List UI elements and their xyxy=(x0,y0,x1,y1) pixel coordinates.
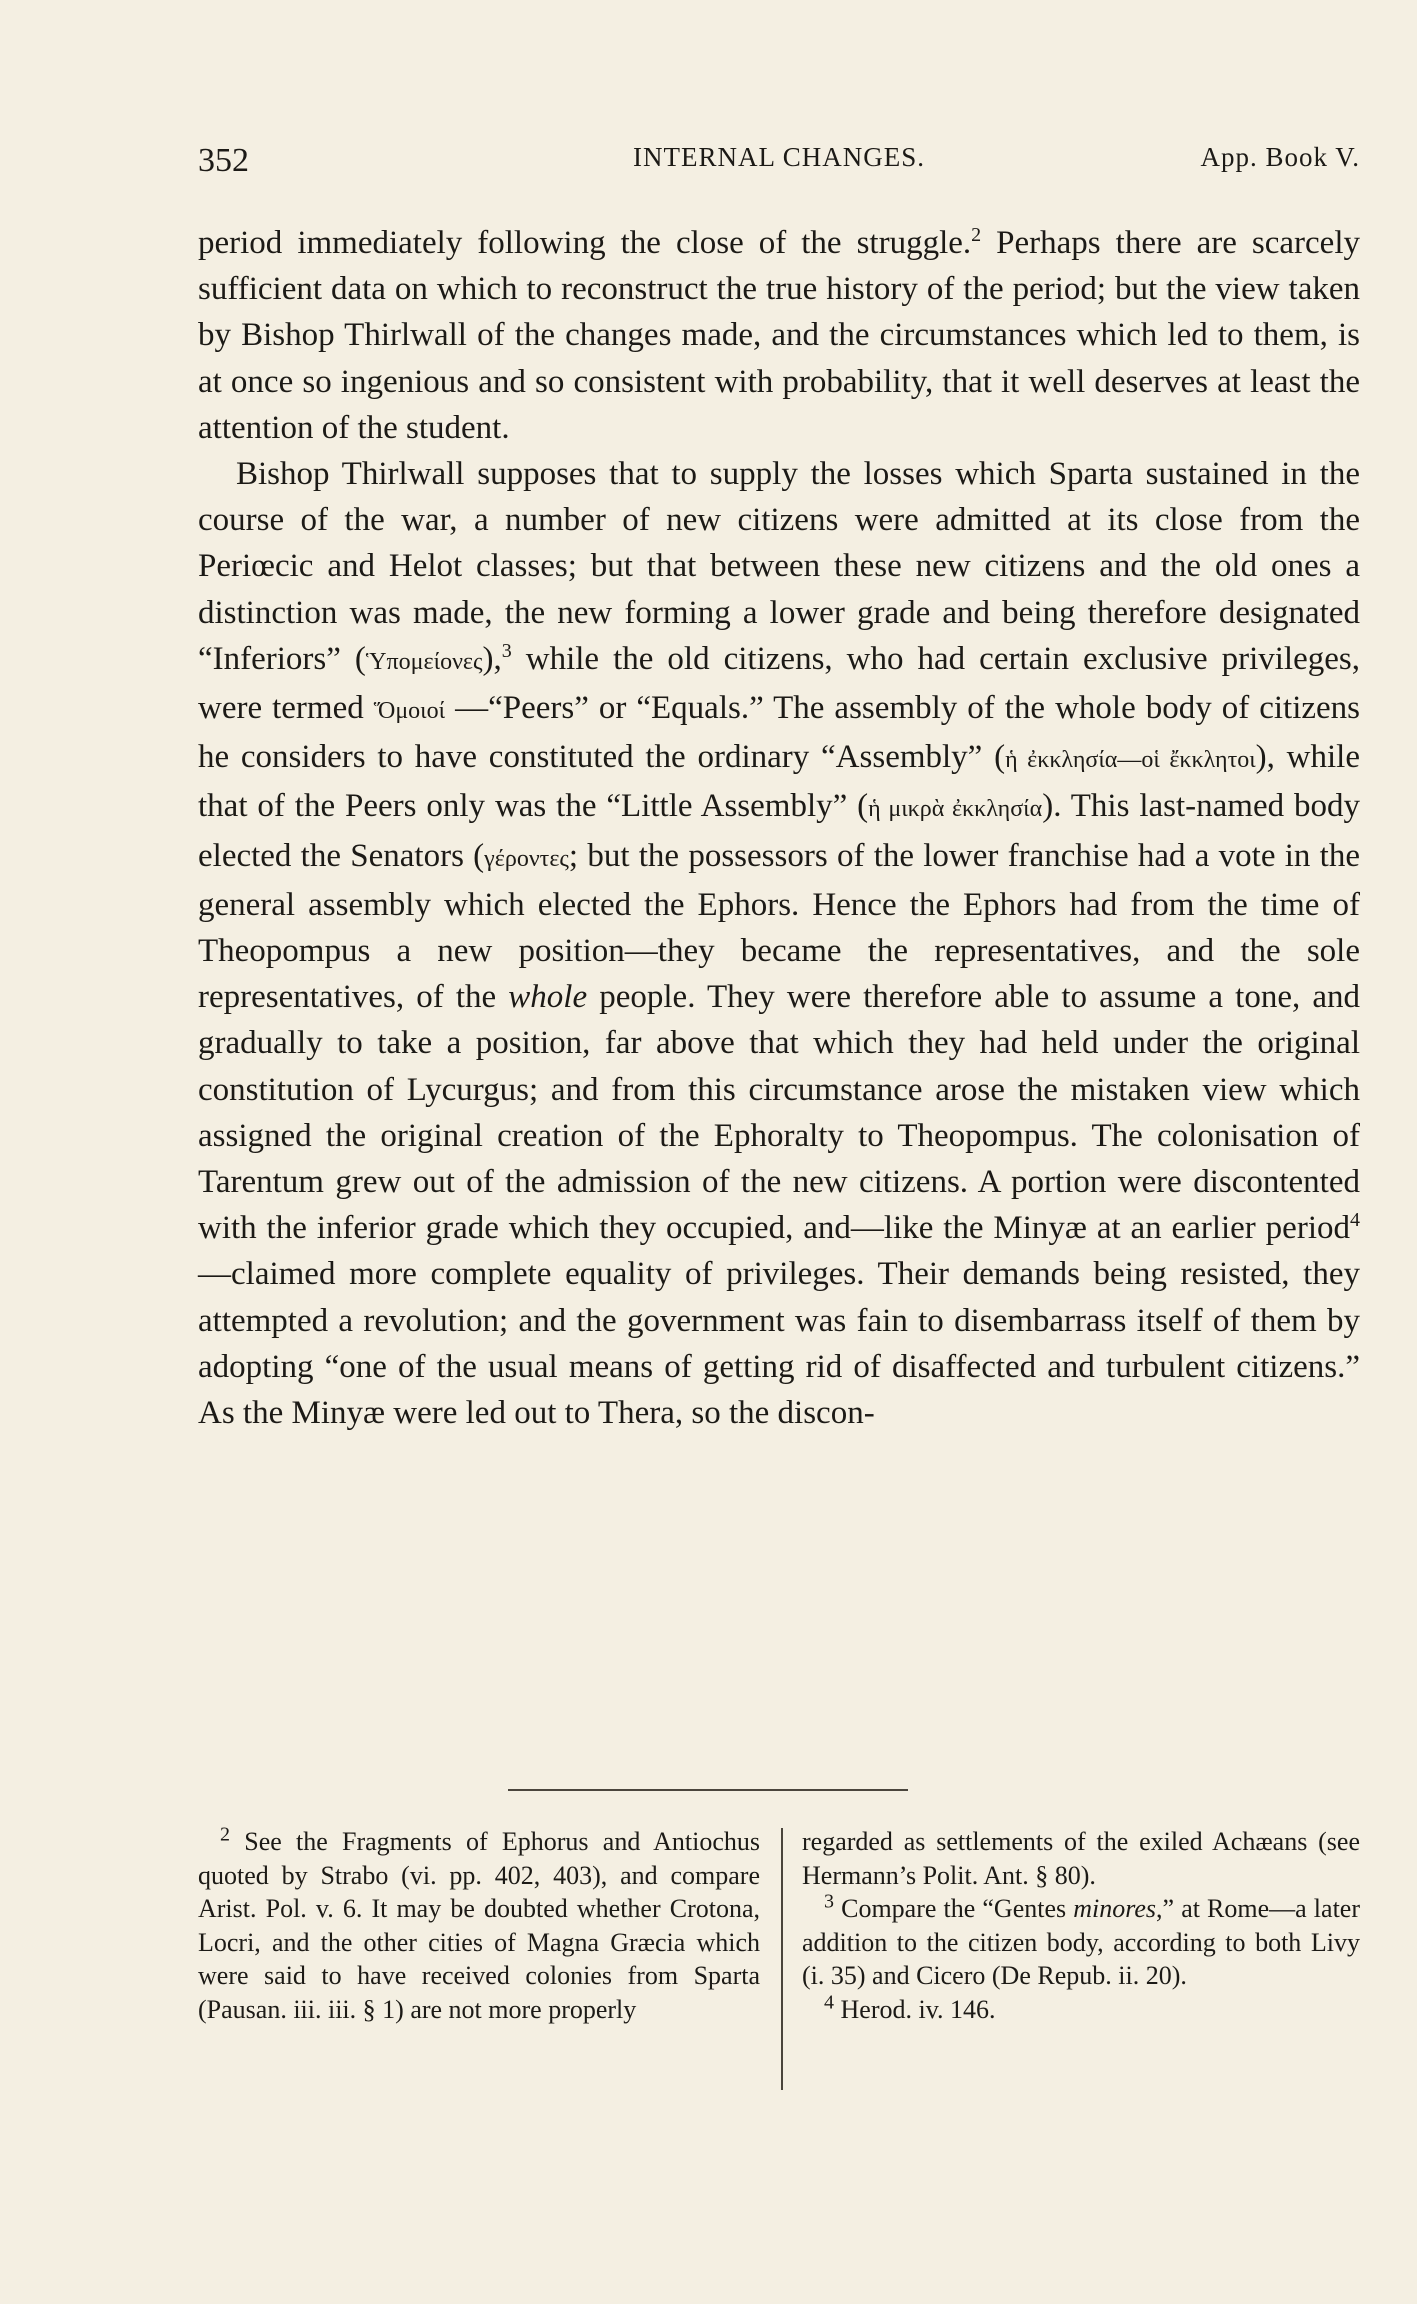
text-run: —“Peers” or “Equals.” The assembly of the whole body of citizens he considers to have constituted the ordinary “Assembly” ( xyxy=(198,690,1360,776)
greek-term: γέροντες xyxy=(484,845,569,872)
footnote-ref: 3 xyxy=(501,639,512,662)
text-run: Bishop Thirlwall supposes that to supply the losses which Sparta sustained in the course of the war, a number of new citizens were admitted at its close from the Periœcic and Helot classes; but that between these new citizens and the old ones a distinction was made, the new forming a lower grade and being therefore designated “Inferiors” ( xyxy=(198,456,1360,677)
footnote-2-continued xyxy=(802,1825,1360,1892)
chapter-title: INTERNAL CHANGES. xyxy=(633,142,925,172)
emphasis: minores xyxy=(1073,1894,1157,1923)
main-text xyxy=(198,220,1360,1436)
paragraph xyxy=(198,220,1360,451)
text-run: period immediately following the close of the struggle. xyxy=(198,225,972,261)
text-run: while the old citizens, who had certain exclusive privileges, were termed xyxy=(198,640,1360,727)
footnote-text: Compare the “Gentes xyxy=(834,1894,1074,1923)
greek-term: ἡ ἐκκλησία—οἱ ἔκκλητοι xyxy=(1005,747,1256,774)
text-run: —claimed more complete equality of privileges. Their demands being resisted, they attempted a revolution; and the government was fain to disembarrass itself of them by adopting “one of the usual means of getting rid of disaffected and turbulent citizens.” As the Minyæ were led out to Thera, so the discon- xyxy=(198,1256,1360,1432)
greek-term: ἡ μικρὰ ἐκκλησία xyxy=(868,796,1043,823)
footnote-number: 3 xyxy=(824,1890,834,1913)
footnote-3 xyxy=(802,1892,1360,1993)
footnote-2 xyxy=(198,1825,760,2026)
footnote-number: 4 xyxy=(824,1990,834,2013)
footnotes-right-column xyxy=(802,1825,1360,2026)
footnote-text: regarded as settlements of the exiled Achæans (see Hermann’s Polit. Ant. § 80). xyxy=(802,1827,1360,1890)
footnotes-left-column xyxy=(198,1825,760,2026)
section-label: App. Book V. xyxy=(1200,142,1360,172)
page-number: 352 xyxy=(198,142,249,179)
footnote-ref: 2 xyxy=(971,224,982,246)
running-head xyxy=(198,138,1360,188)
column-divider xyxy=(781,1828,783,2090)
text-run: people. They were therefore able to assume a tone, and gradually to take a position, far above that which they had held under the original constitution of Lycurgus; and from this circumstance arose the mistaken view which assigned the original creation of the Ephoralty to Theopompus. The colonisation of Tarentum grew out of the admission of the new citizens. A portion were discontented with the inferior grade which they occupied, and—like the Minyæ at an earlier period xyxy=(198,979,1360,1247)
emphasis: whole xyxy=(508,979,588,1016)
greek-term: Ὑπομείονες xyxy=(365,648,483,675)
paragraph xyxy=(198,451,1360,1436)
text-run: ), while that of the Peers only was the “Little Assembly” ( xyxy=(198,739,1360,825)
text-run: ; but the possessors of the lower franchise had a vote in the general assembly which elected the Ephors. Hence the Ephors had from the time of Theopompus a new position—they became the representatives, and the sole representatives, of the xyxy=(198,837,1360,1016)
text-run: ), xyxy=(482,640,502,677)
text-run: Perhaps there are scarcely sufficient data on which to reconstruct the true history of the period; but the view taken by Bishop Thirlwall of the changes made, and the circumstances which led to them, is at once so ingenious and so consistent with probability, that it well deserves at least the attention of the student. xyxy=(198,225,1360,446)
footnote-4 xyxy=(802,1990,1360,2027)
footnote-number: 2 xyxy=(220,1823,230,1846)
footnote-text: See the Fragments of Ephorus and Antiochus quoted by Strabo (vi. pp. 402, 403), and compare Arist. Pol. v. 6. It may be doubted whether Crotona, Locri, and the other cities of Magna Græcia which were said to have received colonies from Sparta (Pausan. iii. iii. § 1) are not more properly xyxy=(198,1827,760,2024)
footnote-rule xyxy=(508,1789,908,1791)
footnote-text: ,” at Rome—a later addition to the citizen body, according to both Livy (i. 35) and Cicero (De Repub. ii. 20). xyxy=(802,1894,1360,1990)
footnote-text: Herod. iv. 146. xyxy=(834,1994,996,2024)
text-run: ). This last-named body elected the Senators ( xyxy=(198,788,1361,874)
footnote-ref: 4 xyxy=(1350,1209,1360,1232)
greek-term: Ὅμοιοί xyxy=(373,698,446,725)
